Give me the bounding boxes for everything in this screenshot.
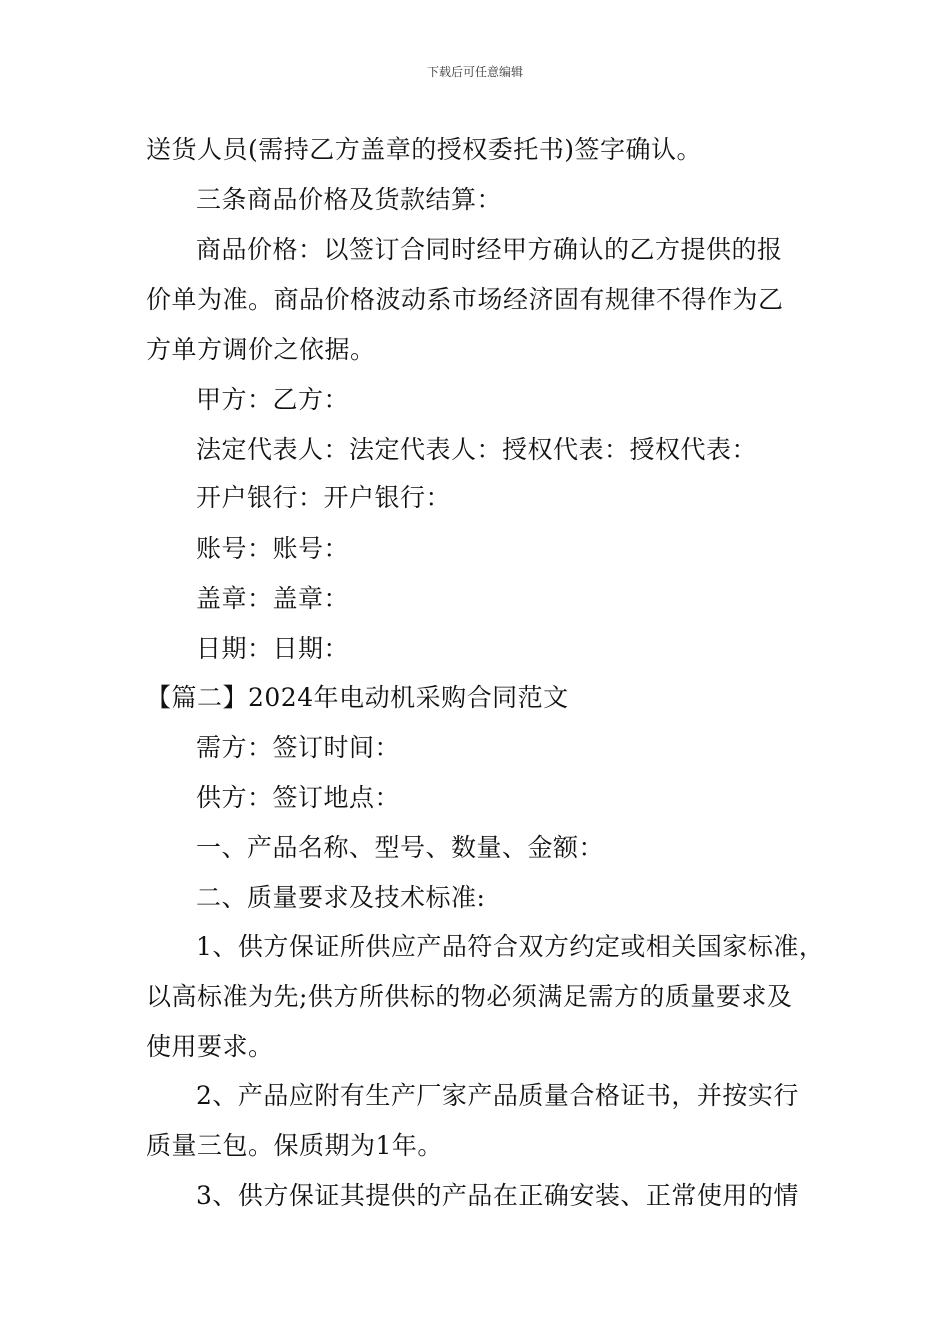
signature-line: 法定代表人：法定代表人：授权代表：授权代表： bbox=[196, 435, 758, 464]
signature-line: 盖章：盖章： bbox=[196, 584, 350, 613]
body-line: 价单为准。商品价格波动系市场经济固有规律不得作为乙 bbox=[146, 285, 784, 314]
page-header-note: 下载后可任意编辑 bbox=[426, 65, 523, 79]
clause-line: 质量三包。保质期为1年。 bbox=[146, 1131, 443, 1160]
clause-line: 3、供方保证其提供的产品在正确安装、正常使用的情 bbox=[196, 1181, 799, 1210]
clause-line: 以高标准为先;供方所供标的物必须满足需方的质量要求及 bbox=[146, 982, 793, 1011]
body-line: 商品价格：以签订合同时经甲方确认的乙方提供的报 bbox=[196, 235, 783, 264]
section-heading: 二、质量要求及技术标准: bbox=[196, 883, 486, 912]
clause-line: 2、产品应附有生产厂家产品质量合格证书，并按实行 bbox=[196, 1081, 799, 1110]
body-line: 方单方调价之依据。 bbox=[146, 335, 376, 364]
party-line: 需方：签订时间： bbox=[196, 733, 401, 762]
signature-line: 账号：账号： bbox=[196, 534, 350, 563]
signature-line: 日期：日期： bbox=[196, 634, 350, 663]
body-line: 送货人员(需持乙方盖章的授权委托书)签字确认。 bbox=[146, 135, 703, 164]
signature-line: 开户银行：开户银行： bbox=[196, 483, 452, 512]
section-heading: 三条商品价格及货款结算： bbox=[196, 185, 503, 214]
party-line: 供方：签订地点： bbox=[196, 783, 401, 812]
document-title: 【篇二】2024年电动机采购合同范文 bbox=[146, 683, 569, 712]
clause-line: 1、供方保证所供应产品符合双方约定或相关国家标准， bbox=[196, 932, 825, 961]
clause-line: 使用要求。 bbox=[146, 1032, 274, 1061]
section-heading: 一、产品名称、型号、数量、金额： bbox=[196, 833, 605, 862]
signature-line: 甲方：乙方： bbox=[196, 385, 350, 414]
